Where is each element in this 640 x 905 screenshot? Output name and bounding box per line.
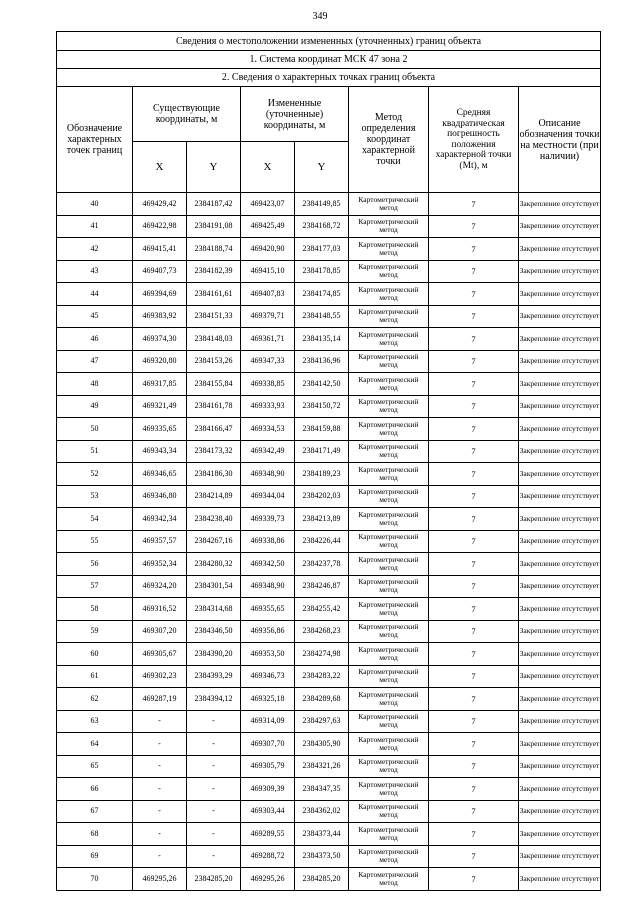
changed-y-cell: 2384237,78 [295,553,349,576]
error-cell: 7 [429,238,519,261]
changed-y-cell: 2384189,23 [295,463,349,486]
changed-x-cell: 469356,86 [241,620,295,643]
error-cell: 7 [429,395,519,418]
changed-y-cell: 2384148,55 [295,305,349,328]
table-row [57,778,601,801]
method-cell: Картометрический метод [349,868,429,891]
method-cell: Картометрический метод [349,575,429,598]
existing-x-cell: 469346,65 [133,463,187,486]
changed-x-cell: 469339,73 [241,508,295,531]
table-row [57,710,601,733]
table-row [57,665,601,688]
changed-x-cell: 469355,65 [241,598,295,621]
table-row [57,395,601,418]
error-cell: 7 [429,755,519,778]
changed-y-cell: 2384202,03 [295,485,349,508]
changed-x-cell: 469325,18 [241,688,295,711]
boundary-points-table [56,31,601,891]
point-cell: 66 [57,778,133,801]
point-cell: 46 [57,328,133,351]
existing-x-cell: 469394,69 [133,283,187,306]
changed-y-cell: 2384373,50 [295,845,349,868]
existing-x-cell: 469317,85 [133,373,187,396]
existing-y-cell: 2384182,39 [187,260,241,283]
table-row [57,283,601,306]
point-cell: 47 [57,350,133,373]
description-cell: Закрепление отсутствует [519,598,601,621]
header-changed-y: Y [295,142,349,193]
changed-x-cell: 469423,07 [241,193,295,216]
existing-y-cell: 2384301,54 [187,575,241,598]
method-cell: Картометрический метод [349,688,429,711]
error-cell: 7 [429,643,519,666]
error-cell: 7 [429,598,519,621]
existing-y-cell: 2384161,61 [187,283,241,306]
point-cell: 48 [57,373,133,396]
table-row [57,598,601,621]
header-existing-x: X [133,142,187,193]
changed-x-cell: 469415,10 [241,260,295,283]
changed-y-cell: 2384362,02 [295,800,349,823]
changed-y-cell: 2384142,50 [295,373,349,396]
existing-y-cell: 2384393,29 [187,665,241,688]
changed-x-cell: 469348,90 [241,463,295,486]
point-cell: 65 [57,755,133,778]
method-cell: Картометрический метод [349,778,429,801]
error-cell: 7 [429,800,519,823]
error-cell: 7 [429,440,519,463]
description-cell: Закрепление отсутствует [519,823,601,846]
existing-x-cell: 469320,80 [133,350,187,373]
changed-x-cell: 469334,53 [241,418,295,441]
existing-x-cell: - [133,823,187,846]
existing-y-cell: 2384186,30 [187,463,241,486]
existing-x-cell: 469429,42 [133,193,187,216]
changed-x-cell: 469342,49 [241,440,295,463]
method-cell: Картометрический метод [349,238,429,261]
existing-y-cell: 2384166,47 [187,418,241,441]
method-cell: Картометрический метод [349,845,429,868]
table-row [57,845,601,868]
header-existing-y: Y [187,142,241,193]
changed-y-cell: 2384274,98 [295,643,349,666]
error-cell: 7 [429,553,519,576]
changed-y-cell: 2384135,14 [295,328,349,351]
description-cell: Закрепление отсутствует [519,575,601,598]
method-cell: Картометрический метод [349,440,429,463]
description-cell: Закрепление отсутствует [519,260,601,283]
error-cell: 7 [429,328,519,351]
error-cell: 7 [429,215,519,238]
existing-x-cell: 469316,52 [133,598,187,621]
header-changed-coords: Измененные (уточненные) координаты, м [241,87,349,142]
existing-x-cell: 469352,34 [133,553,187,576]
point-cell: 53 [57,485,133,508]
error-cell: 7 [429,778,519,801]
existing-y-cell: 2384267,16 [187,530,241,553]
existing-y-cell: 2384280,32 [187,553,241,576]
changed-x-cell: 469353,50 [241,643,295,666]
existing-x-cell: - [133,710,187,733]
changed-y-cell: 2384149,85 [295,193,349,216]
method-cell: Картометрический метод [349,193,429,216]
table-row [57,553,601,576]
existing-y-cell: 2384314,68 [187,598,241,621]
existing-x-cell: 469295,26 [133,868,187,891]
description-cell: Закрепление отсутствует [519,845,601,868]
point-cell: 40 [57,193,133,216]
point-cell: 68 [57,823,133,846]
header-existing-coords: Существующие координаты, м [133,87,241,142]
description-cell: Закрепление отсутствует [519,620,601,643]
existing-y-cell: 2384148,03 [187,328,241,351]
changed-x-cell: 469348,90 [241,575,295,598]
changed-y-cell: 2384289,68 [295,688,349,711]
method-cell: Картометрический метод [349,463,429,486]
description-cell: Закрепление отсутствует [519,778,601,801]
header-method: Метод определения координат характерной точки [349,87,429,193]
description-cell: Закрепление отсутствует [519,305,601,328]
existing-y-cell: 2384151,33 [187,305,241,328]
changed-x-cell: 469289,55 [241,823,295,846]
changed-x-cell: 469347,33 [241,350,295,373]
existing-y-cell: - [187,778,241,801]
table-row [57,620,601,643]
description-cell: Закрепление отсутствует [519,485,601,508]
method-cell: Картометрический метод [349,215,429,238]
method-cell: Картометрический метод [349,350,429,373]
method-cell: Картометрический метод [349,823,429,846]
description-cell: Закрепление отсутствует [519,418,601,441]
method-cell: Картометрический метод [349,395,429,418]
method-cell: Картометрический метод [349,643,429,666]
table-row [57,350,601,373]
error-cell: 7 [429,845,519,868]
existing-x-cell: 469415,41 [133,238,187,261]
changed-x-cell: 469314,09 [241,710,295,733]
table-row [57,823,601,846]
table-row [57,260,601,283]
table-row [57,418,601,441]
header-error: Средняя квадратическая погрешность положения характерной точки (Mt), м [429,87,519,193]
changed-x-cell: 469361,71 [241,328,295,351]
error-cell: 7 [429,305,519,328]
table-row [57,305,601,328]
method-cell: Картометрический метод [349,418,429,441]
changed-x-cell: 469305,79 [241,755,295,778]
point-cell: 56 [57,553,133,576]
description-cell: Закрепление отсутствует [519,215,601,238]
error-cell: 7 [429,823,519,846]
point-cell: 59 [57,620,133,643]
existing-y-cell: 2384238,40 [187,508,241,531]
point-cell: 62 [57,688,133,711]
existing-x-cell: 469287,19 [133,688,187,711]
existing-x-cell: - [133,733,187,756]
error-cell: 7 [429,373,519,396]
table-row [57,238,601,261]
method-cell: Картометрический метод [349,283,429,306]
existing-y-cell: 2384188,74 [187,238,241,261]
method-cell: Картометрический метод [349,328,429,351]
description-cell: Закрепление отсутствует [519,733,601,756]
table-row [57,193,601,216]
table-row [57,868,601,891]
existing-y-cell: 2384173,32 [187,440,241,463]
error-cell: 7 [429,620,519,643]
description-cell: Закрепление отсутствует [519,688,601,711]
method-cell: Картометрический метод [349,530,429,553]
error-cell: 7 [429,710,519,733]
error-cell: 7 [429,868,519,891]
method-cell: Картометрический метод [349,800,429,823]
description-cell: Закрепление отсутствует [519,373,601,396]
error-cell: 7 [429,260,519,283]
existing-y-cell: 2384390,20 [187,643,241,666]
table-row [57,373,601,396]
existing-x-cell: 469321,49 [133,395,187,418]
point-cell: 64 [57,733,133,756]
changed-y-cell: 2384305,90 [295,733,349,756]
changed-x-cell: 469288,72 [241,845,295,868]
error-cell: 7 [429,508,519,531]
changed-y-cell: 2384283,22 [295,665,349,688]
existing-x-cell: - [133,755,187,778]
existing-y-cell: 2384346,50 [187,620,241,643]
table-row [57,575,601,598]
method-cell: Картометрический метод [349,373,429,396]
existing-y-cell: 2384214,89 [187,485,241,508]
changed-x-cell: 469425,49 [241,215,295,238]
description-cell: Закрепление отсутствует [519,395,601,418]
error-cell: 7 [429,350,519,373]
point-cell: 63 [57,710,133,733]
method-cell: Картометрический метод [349,733,429,756]
existing-y-cell: - [187,845,241,868]
changed-y-cell: 2384246,87 [295,575,349,598]
error-cell: 7 [429,733,519,756]
existing-x-cell: - [133,800,187,823]
method-cell: Картометрический метод [349,620,429,643]
error-cell: 7 [429,463,519,486]
changed-y-cell: 2384171,49 [295,440,349,463]
existing-x-cell: - [133,778,187,801]
existing-y-cell: - [187,800,241,823]
point-cell: 45 [57,305,133,328]
changed-x-cell: 469303,44 [241,800,295,823]
description-cell: Закрепление отсутствует [519,283,601,306]
point-cell: 55 [57,530,133,553]
method-cell: Картометрический метод [349,598,429,621]
changed-y-cell: 2384347,35 [295,778,349,801]
table-row [57,215,601,238]
table-row [57,530,601,553]
method-cell: Картометрический метод [349,508,429,531]
changed-x-cell: 469344,04 [241,485,295,508]
existing-x-cell: - [133,845,187,868]
error-cell: 7 [429,193,519,216]
existing-x-cell: 469422,98 [133,215,187,238]
coordinate-system-title: 1. Система координат МСК 47 зона 2 [57,51,601,69]
changed-x-cell: 469379,71 [241,305,295,328]
changed-y-cell: 2384136,96 [295,350,349,373]
points-section-title: 2. Сведения о характерных точках границ объекта [57,69,601,87]
table-row [57,688,601,711]
description-cell: Закрепление отсутствует [519,463,601,486]
description-cell: Закрепление отсутствует [519,710,601,733]
changed-y-cell: 2384150,72 [295,395,349,418]
existing-y-cell: 2384285,20 [187,868,241,891]
changed-x-cell: 469307,70 [241,733,295,756]
description-cell: Закрепление отсутствует [519,800,601,823]
existing-y-cell: 2384394,12 [187,688,241,711]
changed-x-cell: 469420,90 [241,238,295,261]
changed-x-cell: 469309,39 [241,778,295,801]
existing-x-cell: 469342,34 [133,508,187,531]
existing-y-cell: 2384191,08 [187,215,241,238]
point-cell: 50 [57,418,133,441]
point-cell: 43 [57,260,133,283]
existing-x-cell: 469302,23 [133,665,187,688]
method-cell: Картометрический метод [349,710,429,733]
method-cell: Картометрический метод [349,553,429,576]
changed-x-cell: 469346,73 [241,665,295,688]
changed-x-cell: 469333,93 [241,395,295,418]
description-cell: Закрепление отсутствует [519,665,601,688]
description-cell: Закрепление отсутствует [519,508,601,531]
existing-x-cell: 469305,67 [133,643,187,666]
point-cell: 57 [57,575,133,598]
description-cell: Закрепление отсутствует [519,755,601,778]
changed-y-cell: 2384285,20 [295,868,349,891]
point-cell: 69 [57,845,133,868]
changed-x-cell: 469338,86 [241,530,295,553]
changed-x-cell: 469295,26 [241,868,295,891]
table-row [57,328,601,351]
point-cell: 67 [57,800,133,823]
table-row [57,800,601,823]
table-body [57,193,601,891]
table-row [57,508,601,531]
method-cell: Картометрический метод [349,260,429,283]
point-cell: 70 [57,868,133,891]
existing-y-cell: - [187,755,241,778]
error-cell: 7 [429,688,519,711]
method-cell: Картометрический метод [349,665,429,688]
existing-y-cell: - [187,823,241,846]
existing-x-cell: 469307,20 [133,620,187,643]
point-cell: 60 [57,643,133,666]
existing-y-cell: - [187,710,241,733]
existing-x-cell: 469374,30 [133,328,187,351]
header-point: Обозначение характерных точек границ [57,87,133,193]
point-cell: 52 [57,463,133,486]
method-cell: Картометрический метод [349,485,429,508]
existing-y-cell: 2384161,78 [187,395,241,418]
changed-y-cell: 2384174,85 [295,283,349,306]
description-cell: Закрепление отсутствует [519,868,601,891]
existing-y-cell: 2384153,26 [187,350,241,373]
table-title: Сведения о местоположении измененных (уточненных) границ объекта [57,32,601,51]
changed-y-cell: 2384373,44 [295,823,349,846]
existing-x-cell: 469383,92 [133,305,187,328]
method-cell: Картометрический метод [349,305,429,328]
error-cell: 7 [429,418,519,441]
changed-y-cell: 2384297,63 [295,710,349,733]
existing-x-cell: 469324,20 [133,575,187,598]
error-cell: 7 [429,283,519,306]
changed-y-cell: 2384178,85 [295,260,349,283]
table-row [57,755,601,778]
changed-y-cell: 2384321,26 [295,755,349,778]
error-cell: 7 [429,485,519,508]
description-cell: Закрепление отсутствует [519,530,601,553]
error-cell: 7 [429,575,519,598]
existing-x-cell: 469407,73 [133,260,187,283]
table-row [57,440,601,463]
changed-y-cell: 2384159,88 [295,418,349,441]
error-cell: 7 [429,665,519,688]
point-cell: 51 [57,440,133,463]
description-cell: Закрепление отсутствует [519,350,601,373]
existing-y-cell: 2384155,84 [187,373,241,396]
changed-x-cell: 469407,83 [241,283,295,306]
table-row [57,463,601,486]
existing-x-cell: 469343,34 [133,440,187,463]
existing-x-cell: 469335,65 [133,418,187,441]
error-cell: 7 [429,530,519,553]
description-cell: Закрепление отсутствует [519,553,601,576]
page-number: 349 [312,11,328,22]
existing-y-cell: 2384187,42 [187,193,241,216]
point-cell: 49 [57,395,133,418]
changed-x-cell: 469338,85 [241,373,295,396]
existing-x-cell: 469346,80 [133,485,187,508]
header-changed-x: X [241,142,295,193]
point-cell: 54 [57,508,133,531]
description-cell: Закрепление отсутствует [519,440,601,463]
method-cell: Картометрический метод [349,755,429,778]
table-row [57,733,601,756]
changed-y-cell: 2384226,44 [295,530,349,553]
changed-y-cell: 2384255,42 [295,598,349,621]
point-cell: 41 [57,215,133,238]
changed-x-cell: 469342,50 [241,553,295,576]
description-cell: Закрепление отсутствует [519,328,601,351]
description-cell: Закрепление отсутствует [519,193,601,216]
table-row [57,643,601,666]
point-cell: 58 [57,598,133,621]
table-row [57,485,601,508]
existing-y-cell: - [187,733,241,756]
header-description: Описание обозначения точки на местности (при наличии) [519,87,601,193]
changed-y-cell: 2384268,23 [295,620,349,643]
existing-x-cell: 469357,57 [133,530,187,553]
description-cell: Закрепление отсутствует [519,238,601,261]
point-cell: 61 [57,665,133,688]
changed-y-cell: 2384168,72 [295,215,349,238]
description-cell: Закрепление отсутствует [519,643,601,666]
point-cell: 42 [57,238,133,261]
changed-y-cell: 2384213,89 [295,508,349,531]
point-cell: 44 [57,283,133,306]
changed-y-cell: 2384177,03 [295,238,349,261]
